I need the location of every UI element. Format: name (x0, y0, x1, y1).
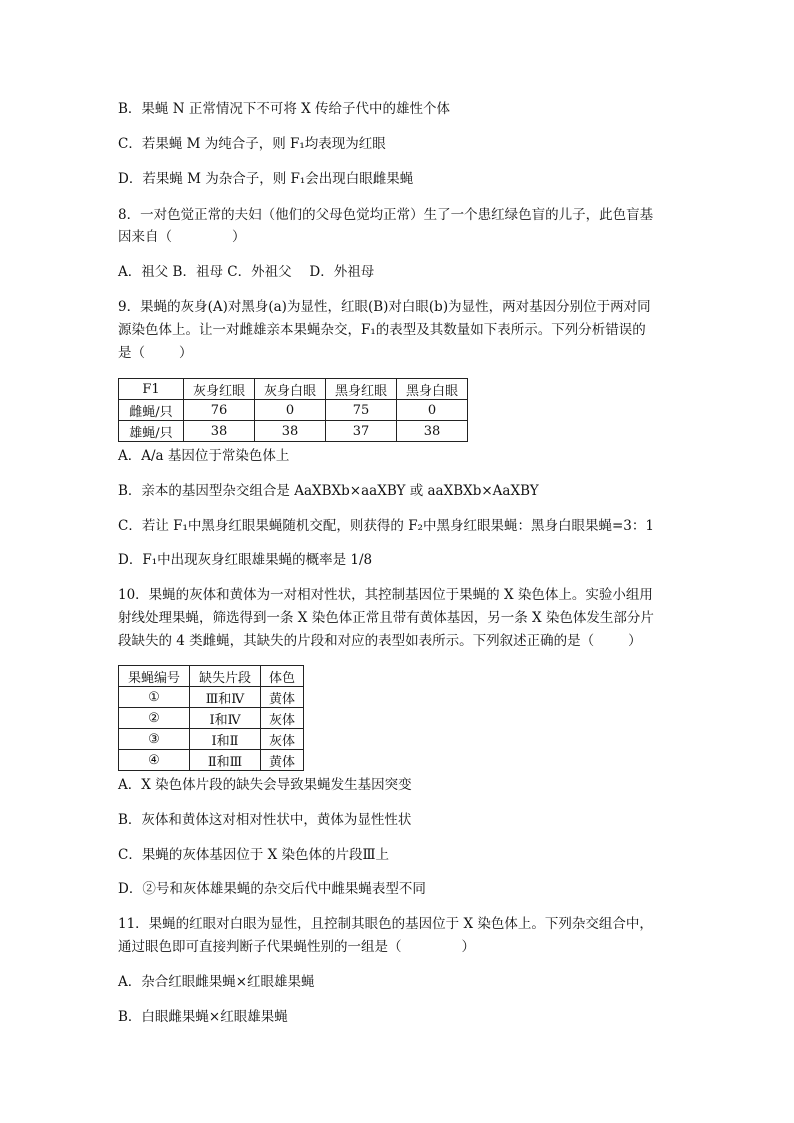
q10-option-c: C．果蝇的灰体基因位于 X 染色体的片段Ⅲ上 (118, 847, 390, 863)
q9-stem-line-1: 9．果蝇的灰身(A)对黑身(a)为显性，红眼(B)对白眼(b)为显性，两对基因分别位于两对同 (118, 299, 651, 315)
q10-option-a: A．X 染色体片段的缺失会导致果蝇发生基因突变 (118, 777, 412, 793)
q8-stem-line-2 (118, 228, 246, 246)
table-row (119, 687, 304, 708)
table-row (119, 729, 304, 750)
table-cell: 76 (184, 400, 255, 421)
q8-stem-line-1: 8．一对色觉正常的夫妇（他们的父母色觉均正常）生了一个患红绿色盲的儿子，此色盲基 (118, 207, 654, 223)
table-cell: 灰体 (261, 708, 304, 729)
table-cell: 黑身红眼 (326, 379, 397, 400)
table-cell: ③ (119, 729, 190, 750)
q10-stem-line-1: 10．果蝇的灰体和黄体为一对相对性状，其控制基因位于果蝇的 X 染色体上。实验小组用 (118, 587, 653, 603)
table-cell: 38 (184, 421, 255, 442)
table-cell: 38 (397, 421, 468, 442)
q10-stem-line-2: 射线处理果蝇，筛选得到一条 X 染色体正常且带有黄体基因，另一条 X 染色体发生部分片 (118, 610, 654, 626)
table-row (119, 400, 468, 421)
table-cell: 灰身红眼 (184, 379, 255, 400)
table-cell: 0 (255, 400, 326, 421)
table-cell: 黄体 (261, 750, 304, 771)
table-cell: 0 (397, 400, 468, 421)
table-cell: 雌蝇/只 (119, 400, 184, 421)
table-cell: 38 (255, 421, 326, 442)
table-cell: 雄蝇/只 (119, 421, 184, 442)
q7-option-d: D．若果蝇 M 为杂合子，则 F₁会出现白眼雌果蝇 (118, 171, 414, 187)
table-cell: Ⅲ和Ⅳ (190, 687, 261, 708)
table-cell: 缺失片段 (190, 666, 261, 687)
q11-stem-text: 通过眼色即可直接判断子代果蝇性别的一组是（ (118, 939, 402, 955)
q7-option-c: C．若果蝇 M 为纯合子，则 F₁均表现为红眼 (118, 136, 386, 152)
q9-stem-line-3 (118, 344, 193, 362)
q10-stem-close: ） (628, 633, 642, 649)
q10-option-b: B．灰体和黄体这对相对性状中，黄体为显性性状 (118, 812, 412, 828)
table-cell: 37 (326, 421, 397, 442)
table-cell: 灰身白眼 (255, 379, 326, 400)
table-row (119, 750, 304, 771)
q10-stem-line-3 (118, 632, 642, 650)
q9-stem-line-2: 源染色体上。让一对雌雄亲本果蝇杂交，F₁的表型及其数量如下表所示。下列分析错误的 (118, 322, 646, 338)
table-row (119, 708, 304, 729)
q9-table (118, 378, 468, 442)
table-cell: 灰体 (261, 729, 304, 750)
q9-option-d: D．F₁中出现灰身红眼雄果蝇的概率是 1/8 (118, 552, 373, 568)
q11-option-a: A．杂合红眼雌果蝇×红眼雄果蝇 (118, 974, 315, 990)
q10-option-d: D．②号和灰体雄果蝇的杂交后代中雌果蝇表型不同 (118, 881, 426, 897)
q11-stem-close: ） (461, 939, 475, 955)
q7-option-b: B．果蝇 N 正常情况下不可将 X 传给子代中的雄性个体 (118, 101, 451, 117)
q8-stem-close: ） (232, 229, 246, 245)
q8-options: A．祖父 B．祖母 C．外祖父 D．外祖母 (118, 264, 375, 280)
table-cell: Ⅰ和Ⅱ (190, 729, 261, 750)
table-cell: 体色 (261, 666, 304, 687)
q9-option-c: C．若让 F₁中黑身红眼果蝇随机交配，则获得的 F₂中黑身红眼果蝇：黑身白眼果蝇=3：1 (118, 518, 654, 534)
table-cell: 果蝇编号 (119, 666, 190, 687)
table-cell: 75 (326, 400, 397, 421)
table-cell: ④ (119, 750, 190, 771)
table-cell: 黑身白眼 (397, 379, 468, 400)
q11-option-b: B．白眼雌果蝇×红眼雄果蝇 (118, 1009, 288, 1025)
table-cell: 黄体 (261, 687, 304, 708)
q10-stem-text: 段缺失的 4 类雌蝇，其缺失的片段和对应的表型如表所示。下列叙述正确的是（ (118, 633, 595, 649)
q11-stem-line-1: 11．果蝇的红眼对白眼为显性，且控制其眼色的基因位于 X 染色体上。下列杂交组合中， (118, 916, 653, 932)
q9-stem-text: 是（ (118, 345, 145, 361)
q8-stem-text: 因来自（ (118, 229, 172, 245)
table-cell: ① (119, 687, 190, 708)
table-cell: Ⅱ和Ⅲ (190, 750, 261, 771)
table-row (119, 421, 468, 442)
q11-stem-line-2 (118, 938, 475, 956)
table-header-row (119, 666, 304, 687)
table-cell: Ⅰ和Ⅳ (190, 708, 261, 729)
table-cell: ② (119, 708, 190, 729)
table-header-row (119, 379, 468, 400)
q9-option-b: B．亲本的基因型杂交组合是 AaXBXb×aaXBY 或 aaXBXb×AaXBY (118, 483, 539, 499)
table-cell: F1 (119, 379, 184, 400)
q10-table (118, 665, 304, 771)
q9-stem-close: ） (179, 345, 193, 361)
q9-option-a: A．A/a 基因位于常染色体上 (118, 448, 290, 464)
